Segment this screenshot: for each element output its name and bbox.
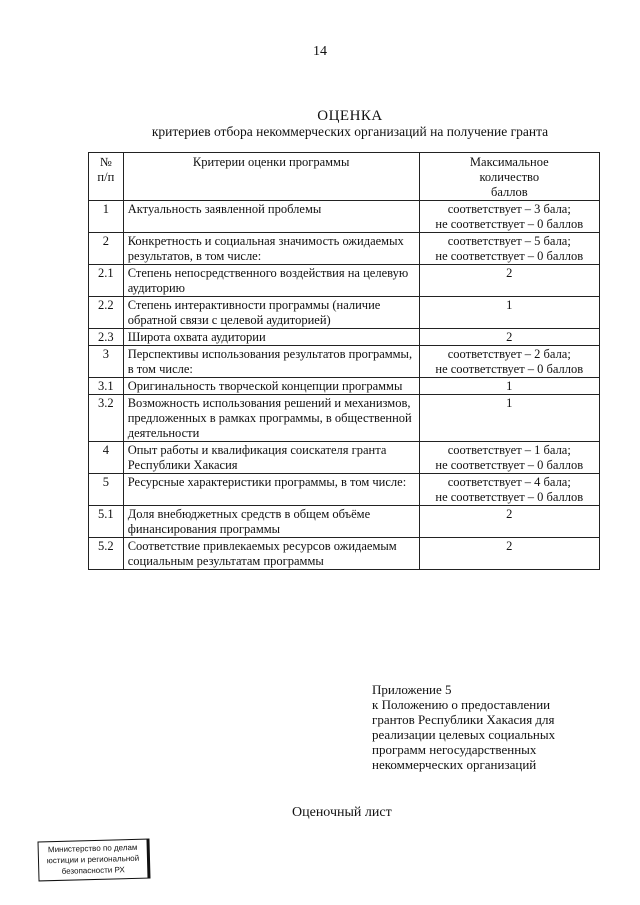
row-score [419, 233, 599, 265]
page-number: 14 [313, 44, 327, 59]
score-line: соответствует – 4 бала; [447, 475, 571, 489]
row-criteria: Ресурсные характеристики программы, в том числе: [123, 474, 419, 506]
header-num [89, 153, 124, 201]
header-score [419, 153, 599, 201]
row-number: 5.2 [89, 538, 124, 570]
table-row [89, 265, 600, 297]
table-row [89, 201, 600, 233]
score-line: 1 [506, 379, 513, 393]
row-number: 3.1 [89, 378, 124, 395]
document-title: ОЦЕНКА [317, 108, 383, 124]
row-criteria: Широта охвата аудитории [123, 329, 419, 346]
table-header-row [89, 153, 600, 201]
score-line: 2 [506, 266, 513, 280]
table-row [89, 395, 600, 442]
appendix-line: Приложение 5 [372, 682, 452, 697]
appendix-line: реализации целевых социальных [372, 727, 556, 742]
table-row [89, 346, 600, 378]
appendix-line: грантов Республики Хакасия для [372, 712, 555, 727]
header-score-line3: баллов [490, 185, 528, 199]
table-row [89, 538, 600, 570]
row-score [419, 346, 599, 378]
row-number: 2.3 [89, 329, 124, 346]
score-line: 2 [506, 330, 513, 344]
score-line: соответствует – 2 бала; [447, 347, 571, 361]
stamp-line: юстиции и региональной [46, 853, 140, 866]
sheet-title: Оценочный лист [292, 805, 392, 820]
row-criteria: Степень непосредственного воздействия на целевую аудиторию [123, 265, 419, 297]
header-criteria: Критерии оценки программы [123, 153, 419, 201]
header-num-line1: № [99, 155, 112, 169]
score-line: не соответствует – 0 баллов [435, 249, 584, 263]
appendix-line: программ негосударственных [372, 742, 537, 757]
score-line: не соответствует – 0 баллов [435, 217, 584, 231]
table-row [89, 506, 600, 538]
row-score [419, 474, 599, 506]
appendix-line: к Положению о предоставлении [372, 697, 551, 712]
row-score [419, 538, 599, 570]
row-criteria: Степень интерактивности программы (наличие обратной связи с целевой аудиторией) [123, 297, 419, 329]
row-score [419, 395, 599, 442]
row-criteria: Перспективы использования результатов программы, в том числе: [123, 346, 419, 378]
score-line: соответствует – 1 бала; [447, 443, 571, 457]
row-criteria: Доля внебюджетных средств в общем объёме финансирования программы [123, 506, 419, 538]
score-line: не соответствует – 0 баллов [435, 362, 584, 376]
row-number: 5.1 [89, 506, 124, 538]
row-number: 2.1 [89, 265, 124, 297]
score-line: 2 [506, 507, 513, 521]
row-number: 2 [89, 233, 124, 265]
header-score-line1: Максимальное [469, 155, 549, 169]
row-criteria: Оригинальность творческой концепции программы [123, 378, 419, 395]
row-score [419, 297, 599, 329]
score-line: 1 [506, 396, 513, 410]
row-score [419, 442, 599, 474]
score-line: 2 [506, 539, 513, 553]
row-criteria: Опыт работы и квалификация соискателя гранта Республики Хакасия [123, 442, 419, 474]
stamp-line: Министерство по делам [47, 842, 138, 855]
appendix-line: некоммерческих организаций [372, 757, 537, 772]
document-subtitle: критериев отбора некоммерческих организаций на получение гранта [151, 124, 549, 139]
row-score [419, 265, 599, 297]
row-criteria: Конкретность и социальная значимость ожидаемых результатов, в том числе: [123, 233, 419, 265]
row-number: 4 [89, 442, 124, 474]
row-score [419, 378, 599, 395]
row-number: 3 [89, 346, 124, 378]
table-row [89, 233, 600, 265]
row-number: 3.2 [89, 395, 124, 442]
score-line: 1 [506, 298, 513, 312]
criteria-table [88, 152, 600, 570]
appendix-block [372, 682, 602, 772]
row-criteria: Возможность использования решений и механизмов, предложенных в рамках программы, в общественной деятельности [123, 395, 419, 442]
row-number: 1 [89, 201, 124, 233]
row-score [419, 506, 599, 538]
score-line: не соответствует – 0 баллов [435, 490, 584, 504]
table-row [89, 442, 600, 474]
stamp-line: безопасности РХ [61, 865, 125, 876]
row-score [419, 201, 599, 233]
ministry-stamp [37, 839, 150, 882]
row-score [419, 329, 599, 346]
score-line: соответствует – 3 бала; [447, 202, 571, 216]
row-number: 5 [89, 474, 124, 506]
table-row [89, 329, 600, 346]
table-row [89, 378, 600, 395]
score-line: не соответствует – 0 баллов [435, 458, 584, 472]
table-row [89, 297, 600, 329]
header-score-line2: количество [479, 170, 540, 184]
row-criteria: Актуальность заявленной проблемы [123, 201, 419, 233]
row-criteria: Соответствие привлекаемых ресурсов ожидаемым социальным результатам программы [123, 538, 419, 570]
row-number: 2.2 [89, 297, 124, 329]
table-row [89, 474, 600, 506]
score-line: соответствует – 5 бала; [447, 234, 571, 248]
header-num-line2: п/п [97, 170, 115, 184]
